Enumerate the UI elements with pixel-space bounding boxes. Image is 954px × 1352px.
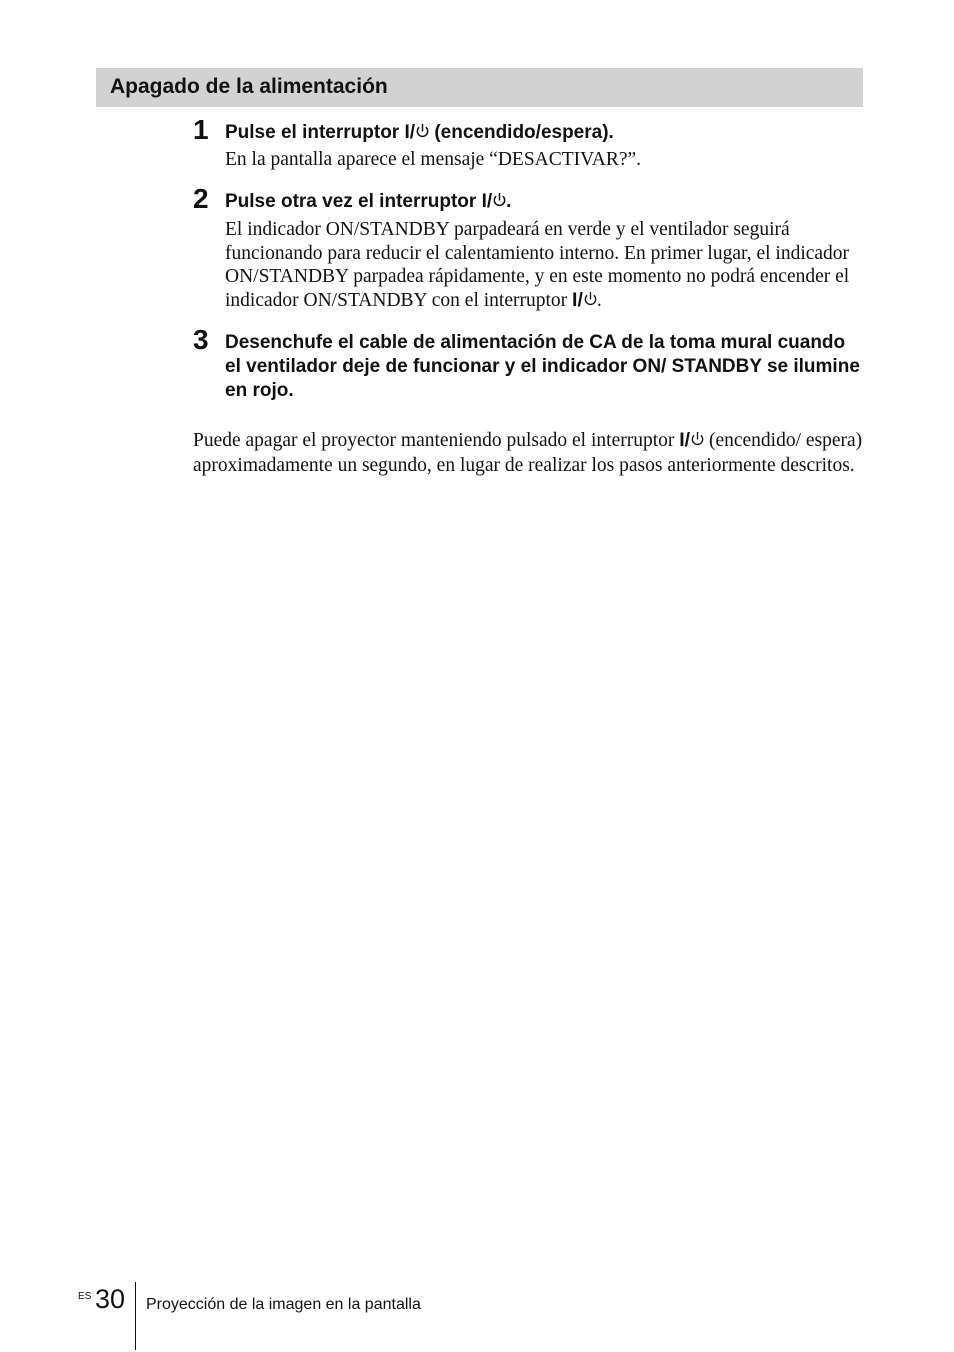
section-title: Apagado de la alimentación xyxy=(110,75,388,98)
note-text: Puede apagar el proyector manteniendo pulsado el interruptor xyxy=(193,430,680,451)
step-number: 2 xyxy=(193,183,209,214)
step-heading-text: Pulse el interruptor I/ xyxy=(225,122,416,143)
step-heading xyxy=(225,121,865,145)
step-number: 3 xyxy=(193,324,209,355)
note-text: (encendido/ espera) aproximadamente un segundo, en lugar de realizar los pasos anteriormente descritos. xyxy=(193,430,863,476)
power-standby-icon xyxy=(493,192,506,208)
step-heading-text: Pulse otra vez el interruptor I/ xyxy=(225,191,493,212)
step-body-text: . xyxy=(596,290,602,312)
footer-chapter-title: Proyección de la imagen en la pantalla xyxy=(146,1296,421,1313)
footer-divider xyxy=(135,1282,136,1350)
switch-label: I/ xyxy=(679,429,691,451)
note-paragraph xyxy=(193,428,873,478)
power-standby-icon xyxy=(691,431,704,447)
section-header-bar xyxy=(96,68,863,107)
power-standby-icon xyxy=(416,123,429,139)
step-heading-text: (encendido/espera). xyxy=(429,122,614,143)
switch-label: I/ xyxy=(572,289,583,312)
step-heading: Desenchufe el cable de alimentación de CA de la toma mural cuando el ventilador deje de funcionar y el indicador ON/ STANDBY se ilumine en rojo. xyxy=(225,332,860,401)
power-standby-icon xyxy=(584,291,597,307)
step-heading xyxy=(225,190,865,214)
step-body-text: El indicador ON/STANDBY parpadeará en verde y el ventilador seguirá funcionando para reducir el calentamiento interno. En primer lugar, el indicador ON/STANDBY parpadea rápidamente, y en este momento no podrá encender el indicador ON/STANDBY con el interruptor xyxy=(225,219,850,312)
step-body xyxy=(225,218,865,313)
step-heading-text: . xyxy=(506,191,512,212)
step-number: 1 xyxy=(193,114,209,145)
footer-language: ES xyxy=(78,1291,92,1302)
step-body: En la pantalla aparece el mensaje “DESACTIVAR?”. xyxy=(225,149,642,170)
page-number: 30 xyxy=(95,1284,126,1314)
